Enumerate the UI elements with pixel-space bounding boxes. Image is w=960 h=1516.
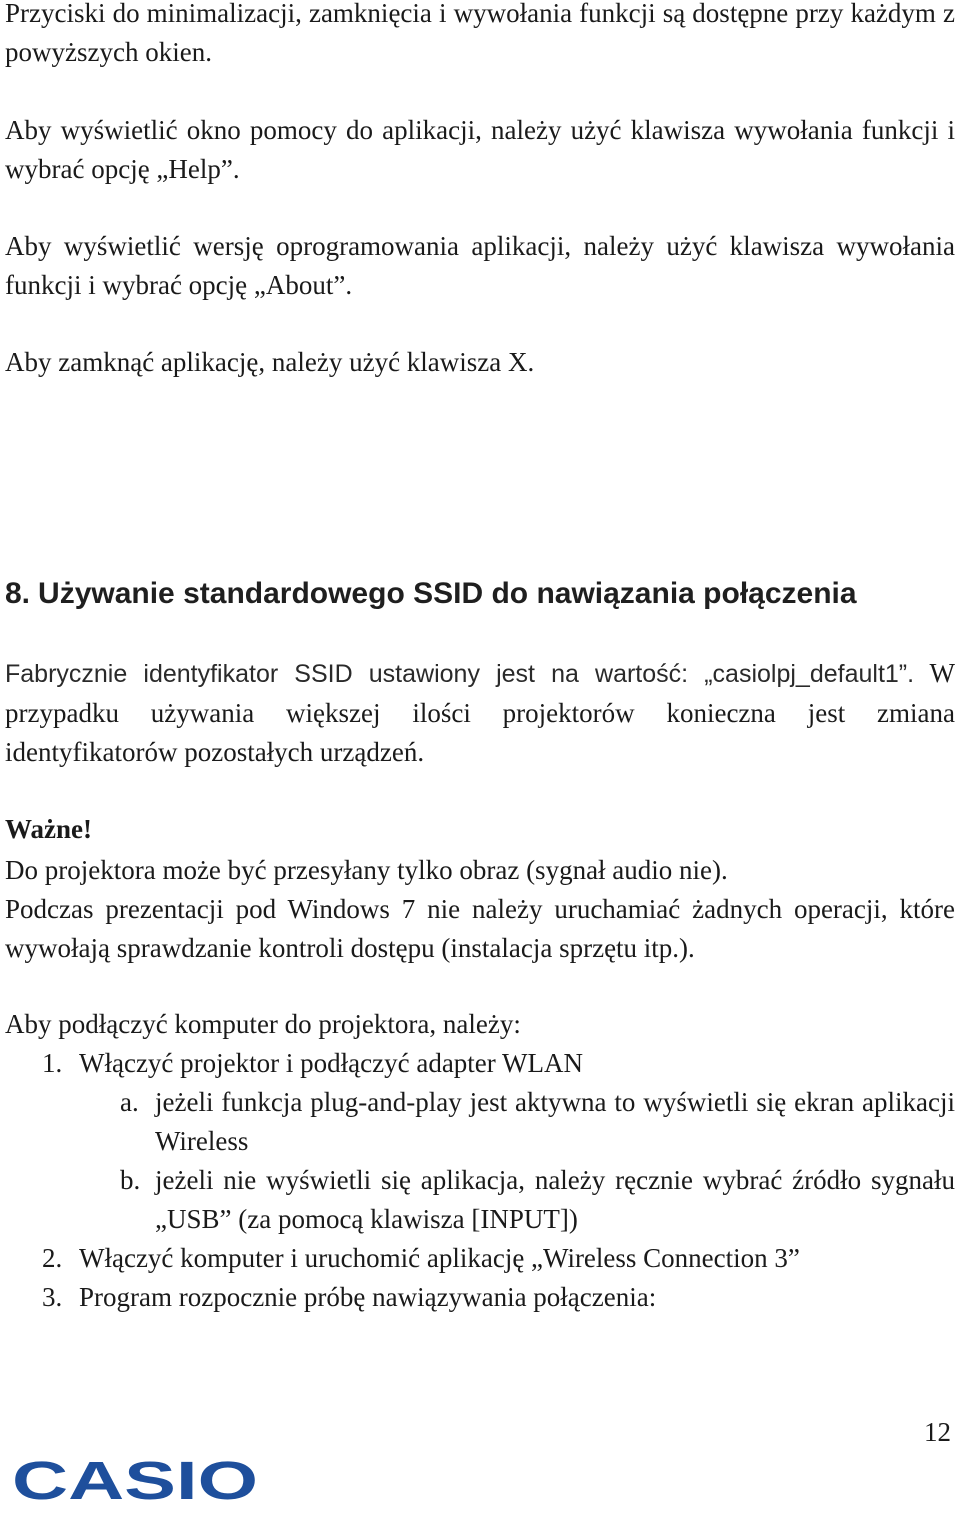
substep-text: jeżeli nie wyświetli się aplikacja, należy ręcznie wybrać źródło sygnału „USB” (za pomocą klawisza [INPUT]) (155, 1165, 955, 1234)
step-number: 3. (42, 1282, 63, 1312)
default-ssid-sentence: Fabrycznie identyfikator SSID ustawiony jest na wartość: „casiolpj_default1”. (5, 660, 915, 688)
paragraph-window-buttons: Przyciski do minimalizacji, zamknięcia i wywołania funkcji są dostępne przy każdym z powyższych okien. (5, 0, 955, 67)
paragraph-about: Aby wyświetlić wersję oprogramowania aplikacji, należy użyć klawisza wywołania funkcji i wybrać opcję „About”. (5, 231, 955, 300)
casio-logo (12, 1455, 262, 1510)
substep-text: jeżeli funkcja plug-and-play jest aktywna to wyświetli się ekran aplikacji Wireless (155, 1087, 955, 1156)
section-title: Używanie standardowego SSID do nawiązania połączenia (38, 577, 857, 610)
paragraph-default-ssid (5, 654, 955, 772)
step-number: 2. (42, 1243, 63, 1273)
step-text: Włączyć projektor i podłączyć adapter WLAN (79, 1048, 584, 1078)
step-number: 1. (42, 1048, 63, 1078)
step-text: Program rozpocznie próbę nawiązywania połączenia: (79, 1282, 657, 1312)
important-note-audio: Do projektora może być przesyłany tylko obraz (sygnał audio nie). (5, 855, 728, 885)
page-number: 12 (924, 1417, 951, 1447)
important-label: Ważne! (5, 814, 92, 844)
ssid-change-sentence: W przypadku używania większej ilości projektorów konieczna jest zmiana identyfikatorów pozostałych urządzeń. (5, 658, 956, 767)
substep-letter: a. (120, 1087, 139, 1117)
important-note-windows7: Podczas prezentacji pod Windows 7 nie należy uruchamiać żadnych operacji, które wywołają sprawdzanie kontroli dostępu (instalacja sprzętu itp.). (5, 894, 955, 963)
connect-intro: Aby podłączyć komputer do projektora, należy: (5, 1009, 521, 1039)
section-number: 8. (5, 577, 31, 610)
paragraph-help: Aby wyświetlić okno pomocy do aplikacji, należy użyć klawisza wywołania funkcji i wybrać opcję „Help”. (5, 115, 955, 184)
casio-logo-graphic (12, 1455, 262, 1505)
step-text: Włączyć komputer i uruchomić aplikację „Wireless Connection 3” (79, 1243, 800, 1273)
paragraph-close: Aby zamknąć aplikację, należy użyć klawisza X. (5, 347, 535, 377)
substep-letter: b. (120, 1165, 141, 1195)
section-heading (5, 570, 857, 618)
casio-logo-text: CASIO (12, 1455, 258, 1505)
